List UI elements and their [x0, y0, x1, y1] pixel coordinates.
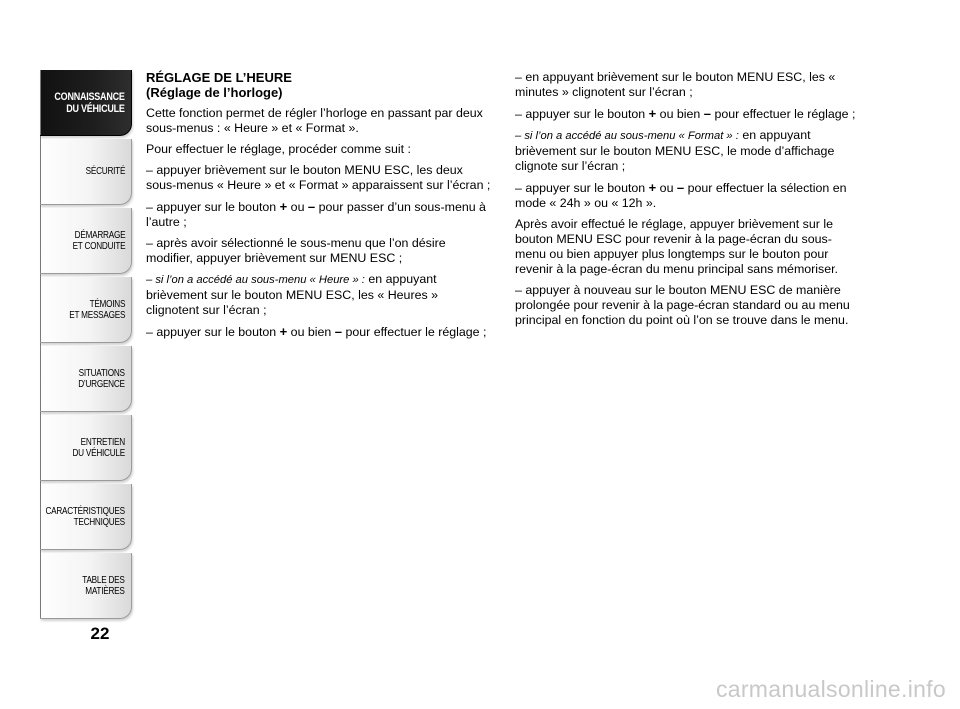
- text: pour effectuer le réglage ;: [711, 107, 856, 121]
- heading-title: RÉGLAGE DE L’HEURE: [146, 70, 292, 85]
- tab-entretien-du-vehicule[interactable]: [40, 415, 132, 481]
- text: ou bien: [656, 107, 704, 121]
- paragraph: – appuyer brièvement sur le bouton MENU ESC, les deux sous-menus « Heure » et « Format » apparaissent sur l’écran ;: [146, 163, 491, 192]
- minus-symbol: –: [703, 106, 712, 121]
- plus-symbol: +: [648, 180, 657, 195]
- text: ou bien: [287, 325, 335, 339]
- minus-symbol: –: [334, 324, 343, 339]
- tab-connaissance-du-vehicule[interactable]: [40, 70, 132, 136]
- tab-temoins-et-messages[interactable]: [40, 277, 132, 343]
- section-heading: [146, 70, 491, 100]
- tab-label: DÉMARRAGE ET CONDUITE: [72, 229, 125, 252]
- tab-situations-d-urgence[interactable]: [40, 346, 132, 412]
- tab-label: TÉMOINS ET MESSAGES: [69, 298, 125, 321]
- minus-symbol: –: [676, 180, 685, 195]
- plus-symbol: +: [279, 324, 288, 339]
- text: – appuyer sur le bouton: [146, 200, 280, 214]
- text: pour effectuer la sélection en mode « 24h » ou « 12h ».: [515, 181, 847, 210]
- text: – appuyer sur le bouton: [515, 181, 649, 195]
- paragraph: Cette fonction permet de régler l’horloge en passant par deux sous-menus : « Heure » et « Format ».: [146, 106, 483, 135]
- plus-symbol: +: [279, 199, 288, 214]
- tab-label: SÉCURITÉ: [85, 166, 125, 177]
- paragraph: – en appuyant brièvement sur le bouton MENU ESC, les « minutes » clignotent sur l’écran ;: [515, 70, 836, 99]
- text: – appuyer sur le bouton: [146, 325, 280, 339]
- tab-label: SITUATIONS D’URGENCE: [78, 367, 125, 390]
- paragraph: [515, 128, 860, 174]
- tab-demarrage-et-conduite[interactable]: [40, 208, 132, 274]
- paragraph: [515, 106, 860, 122]
- tab-label: TABLE DES MATIÈRES: [82, 574, 125, 597]
- italic-lead: – si l’on a accédé au sous-menu « Format » :: [515, 130, 739, 142]
- text: ou: [287, 200, 308, 214]
- paragraph: [146, 324, 491, 340]
- italic-lead: – si l’on a accédé au sous-menu « Heure » :: [146, 274, 365, 286]
- paragraph: Après avoir effectué le réglage, appuyer brièvement sur le bouton MENU ESC pour revenir à la page-écran du sous-menu ou bien appuyer plus longtemps sur le bouton pour revenir à la page-écran du menu principal sans mémoriser.: [515, 217, 839, 276]
- minus-symbol: –: [307, 199, 316, 214]
- plus-symbol: +: [648, 106, 657, 121]
- left-column: [146, 70, 491, 346]
- heading-subtitle: (Réglage de l’horloge): [146, 85, 283, 100]
- text: pour effectuer le réglage ;: [342, 325, 487, 339]
- text: en appuyant brièvement sur le bouton MENU ESC, les « Heures » clignotent sur l’écran ;: [146, 272, 438, 317]
- tab-securite[interactable]: [40, 139, 132, 205]
- paragraph: [146, 199, 491, 230]
- paragraph: Pour effectuer le réglage, procéder comme suit :: [146, 142, 411, 156]
- tab-label: ENTRETIEN DU VÉHICULE: [72, 436, 125, 459]
- text: – appuyer sur le bouton: [515, 107, 649, 121]
- tab-caracteristiques-techniques[interactable]: [40, 484, 132, 550]
- watermark: carmanualsonline.info: [715, 676, 946, 702]
- text: ou: [656, 181, 677, 195]
- paragraph: – après avoir sélectionné le sous-menu que l’on désire modifier, appuyer brièvement sur MENU ESC ;: [146, 236, 446, 265]
- paragraph: – appuyer à nouveau sur le bouton MENU ESC de manière prolongée pour revenir à la page-écran standard ou au menu principal en fonction du point où l’on se trouve dans le menu.: [515, 283, 850, 327]
- paragraph: [515, 180, 860, 211]
- page-number: 22: [90, 624, 110, 643]
- text: en appuyant brièvement sur le bouton MENU ESC, le mode d’affichage clignote sur l’écran ;: [515, 128, 835, 173]
- tab-table-des-matieres[interactable]: [40, 553, 132, 619]
- text: pour passer d’un sous-menu à l’autre ;: [146, 200, 486, 229]
- tab-label: CARACTÉRISTIQUES TECHNIQUES: [45, 505, 125, 528]
- paragraph: [146, 272, 491, 318]
- right-column: [515, 70, 860, 334]
- tab-label: CONNAISSANCE DU VÉHICULE: [54, 90, 125, 115]
